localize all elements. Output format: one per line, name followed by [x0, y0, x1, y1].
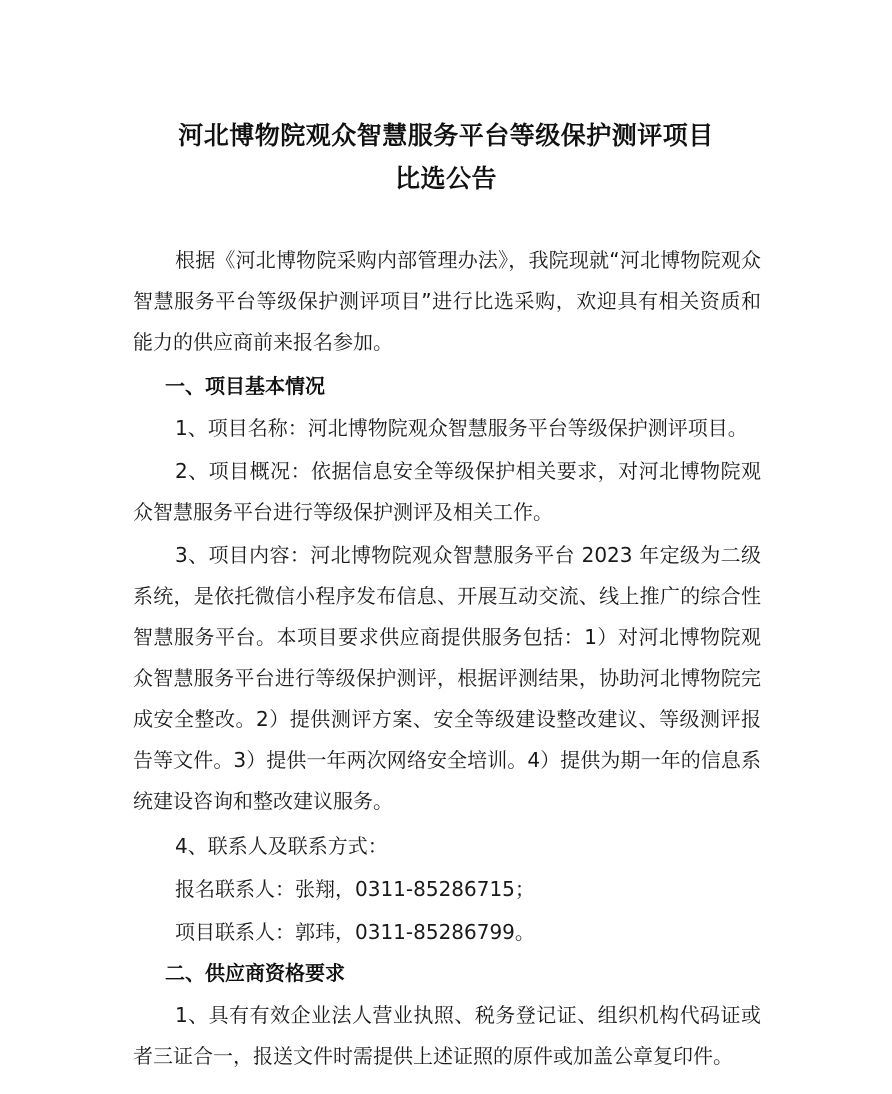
qualification-item-1: 1、具有有效企业法人营业执照、税务登记证、组织机构代码证或者三证合一，报送文件时需提供上述证照的原件或加盖公章复印件。	[133, 1003, 761, 1068]
contact-heading-item: 4、联系人及联系方式：	[175, 834, 388, 858]
section1-heading: 一、项目基本情况	[165, 374, 325, 398]
project-overview-item: 2、项目概况：依据信息安全等级保护相关要求，对河北博物院观众智慧服务平台进行等级保护测评及相关工作。	[133, 459, 761, 524]
project-content-item: 3、项目内容：河北博物院观众智慧服务平台 2023 年定级为二级系统，是依托微信小程序发布信息、开展互动交流、线上推广的综合性智慧服务平台。本项目要求供应商提供服务包括：1）对河北博物院观众智慧服务平台进行等级保护测评，根据评测结果，协助河北博物院完成安全整改。2）提供测评方案、安全等级建设整改建议、等级测评报告等文件。3）提供一年两次网络安全培训。4）提供为期一年的信息系统建设咨询和整改建议服务。	[133, 543, 761, 813]
document-title-line-1: 河北博物院观众智慧服务平台等级保护测评项目	[178, 121, 714, 150]
document-title-line-2: 比选公告	[394, 164, 497, 193]
intro-paragraph: 根据《河北博物院采购内部管理办法》，我院现就“河北博物院观众智慧服务平台等级保护测评项目”进行比选采购，欢迎具有相关资质和能力的供应商前来报名参加。	[133, 248, 761, 354]
signup-contact: 报名联系人：张翔，0311-85286715；	[175, 877, 535, 901]
section2-heading: 二、供应商资格要求	[165, 961, 345, 985]
project-name-item: 1、项目名称：河北博物院观众智慧服务平台等级保护测评项目。	[175, 416, 748, 440]
project-contact: 项目联系人：郭玮，0311-85286799。	[175, 920, 535, 944]
